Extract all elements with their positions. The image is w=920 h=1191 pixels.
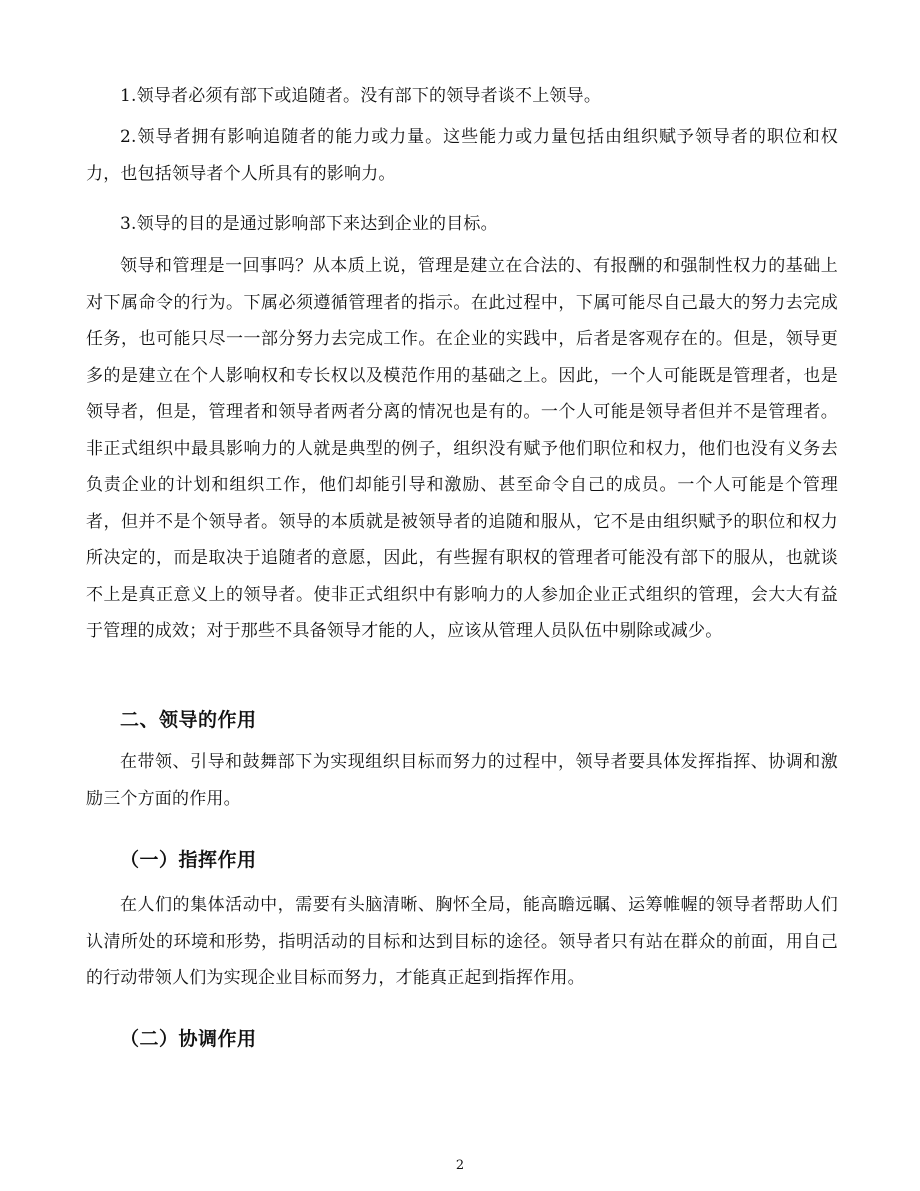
body-paragraph-leadership-vs-management: 领导和管理是一回事吗？从本质上说，管理是建立在合法的、有报酬的和强制性权力的基础上对下属命令的行为。下属必须遵循管理者的指示。在此过程中，下属可能尽自己最大的努力去完成任务，也可能只尽一一部分努力去完成工作。在企业的实践中，后者是客观存在的。但是，领导更多的是建立在个人影响权和专长权以及模范作用的基础之上。因此，一个人可能既是管理者，也是领导者，但是，管理者和领导者两者分离的情况也是有的。一个人可能是领导者但并不是管理者。非正式组织中最具影响力的人就是典型的例子，组织没有赋予他们职位和权力，他们也没有义务去负责企业的计划和组织工作，他们却能引导和激励、甚至命令自己的成员。一个人可能是个管理者，但并不是个领导者。领导的本质就是被领导者的追随和服从，它不是由组织赋予的职位和权力所决定的，而是取决于追随者的意愿，因此，有些握有职权的管理者可能没有部下的服从，也就谈不上是真正意义上的领导者。使非正式组织中有影响力的人参加企业正式组织的管理，会大大有益于管理的成效；对于那些不具备领导才能的人，应该从管理人员队伍中剔除或减少。 (86, 256, 838, 641)
list-item-3: 3.领导的目的是通过影响部下来达到企业的目标。 (120, 214, 498, 234)
body-paragraph-roles-intro: 在带领、引导和鼓舞部下为实现组织目标而努力的过程中，领导者要具体发挥指挥、协调和激励三个方面的作用。 (86, 752, 838, 809)
body-paragraph-command-role: 在人们的集体活动中，需要有头脑清晰、胸怀全局，能高瞻远瞩、运筹帷幄的领导者帮助人们认清所处的环境和形势，指明活动的目标和达到目标的途径。领导者只有站在群众的前面，用自己的行动带领人们为实现企业目标而努力，才能真正起到指挥作用。 (86, 895, 838, 988)
page-number: 2 (455, 1158, 465, 1173)
section-heading-role-of-leadership: 二、领导的作用 (120, 709, 257, 731)
subheading-command-role: （一）指挥作用 (120, 849, 257, 871)
list-item-2: 2.领导者拥有影响追随者的能力或力量。这些能力或力量包括由组织赋予领导者的职位和权力，也包括领导者个人所具有的影响力。 (86, 127, 838, 184)
subheading-coordination-role: （二）协调作用 (120, 1028, 257, 1050)
list-item-1: 1.领导者必须有部下或追随者。没有部下的领导者谈不上领导。 (120, 86, 602, 106)
